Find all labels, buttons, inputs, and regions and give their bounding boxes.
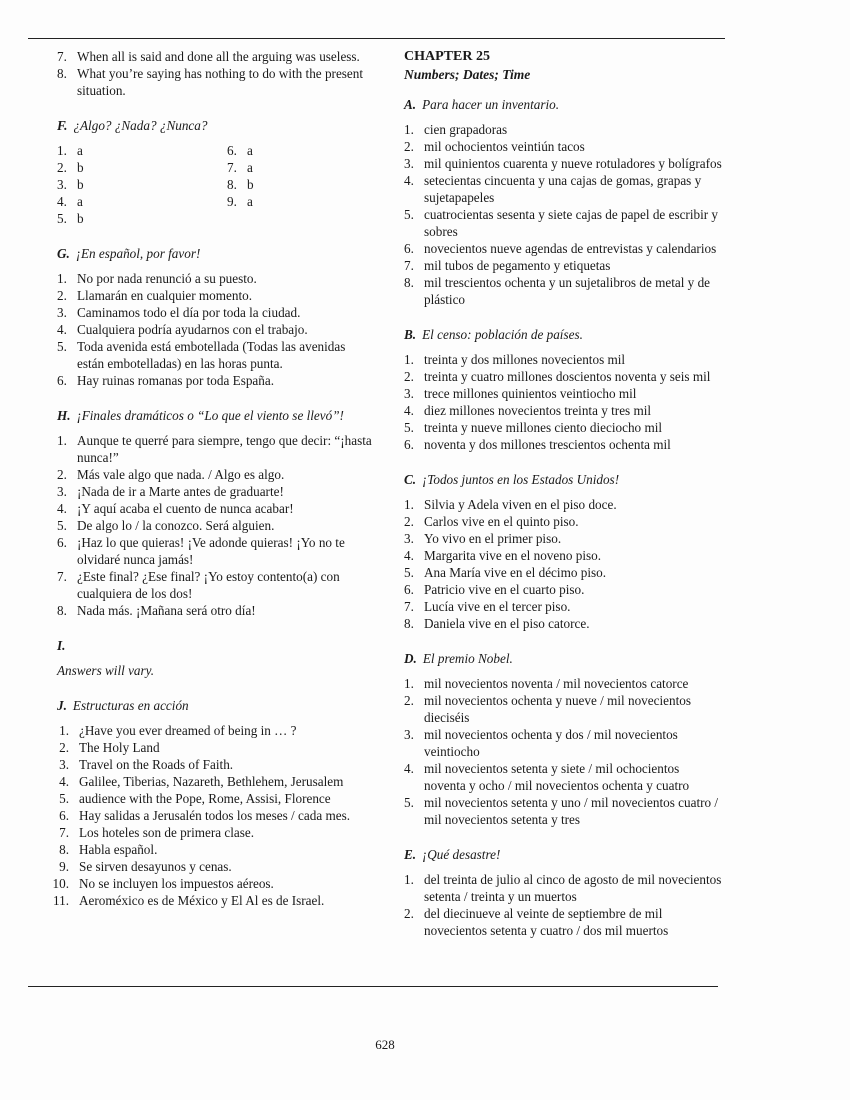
list-item: 2. mil ochocientos veintiún tacos <box>404 139 585 154</box>
list-item: 4. setecientas cincuenta y una cajas de gomas, grapas y sujetapapeles <box>404 173 702 205</box>
list-item: 2. Llamarán en cualquier momento. <box>57 288 253 303</box>
list-item: 11. Aeroméxico es de México y El Al es de Israel. <box>53 893 325 908</box>
list-b <box>404 351 724 453</box>
list-item: 1. Silvia y Adela viven en el piso doce. <box>404 497 617 512</box>
list-item: 2. treinta y cuatro millones doscientos noventa y seis mil <box>404 369 711 384</box>
list-item: 4. diez millones novecientos treinta y tres mil <box>404 403 652 418</box>
list-item: 2. del diecinueve al veinte de septiembre de mil novecientos setenta y cuatro / dos mil muertos <box>404 906 669 938</box>
list-item: 7. Los hoteles son de primera clase. <box>59 825 255 840</box>
section-heading-j: J. Estructuras en acción <box>57 698 189 713</box>
list-item: 8. mil trescientos ochenta y un sujetalibros de metal y de plástico <box>404 275 711 307</box>
answer-cell: 7. a <box>227 160 253 175</box>
list-item: 4. ¡Y aquí acaba el cuento de nunca acabar! <box>57 501 294 516</box>
answer-cell-empty <box>227 210 327 227</box>
list-item: 5. Toda avenida está embotellada (Todas las avenidas están embotelladas) en las horas punta. <box>57 339 346 371</box>
list-item: 7. ¿Este final? ¿Ese final? ¡Yo estoy contento(a) con cualquiera de los dos! <box>57 569 340 601</box>
list-item: 1. treinta y dos millones novecientos mil <box>404 352 626 367</box>
chapter-title: CHAPTER 25 <box>404 49 490 64</box>
section-heading-h: H. ¡Finales dramáticos o “Lo que el viento se llevó”! <box>57 408 344 423</box>
list-d <box>404 675 724 828</box>
list-item: 2. mil novecientos ochenta y nueve / mil novecientos dieciséis <box>404 693 691 725</box>
list-a <box>404 121 724 308</box>
list-item: 9. Se sirven desayunos y cenas. <box>59 859 232 874</box>
section-heading-f: F. ¿Algo? ¿Nada? ¿Nunca? <box>57 118 208 133</box>
list-item: 3. mil quinientos cuarenta y nueve rotuladores y bolígrafos <box>404 156 722 171</box>
list-item: 1. ¿Have you ever dreamed of being in … ? <box>59 723 297 738</box>
list-item: 6. novecientos nueve agendas de entrevistas y calendarios <box>404 241 717 256</box>
list-item: 5. treinta y nueve millones ciento dieciocho mil <box>404 420 663 435</box>
list-item: 7. mil tubos de pegamento y etiquetas <box>404 258 611 273</box>
list-item: 4. Galilee, Tiberias, Nazareth, Bethlehem, Jerusalem <box>59 774 344 789</box>
list-item: 3. mil novecientos ochenta y dos / mil novecientos veintiocho <box>404 727 678 759</box>
section-heading-a: A. Para hacer un inventario. <box>404 97 560 112</box>
list-item: 8. Nada más. ¡Mañana será otro día! <box>57 603 256 618</box>
list-item: 5. Ana María vive en el décimo piso. <box>404 565 607 580</box>
answer-cell: 3. b <box>57 177 84 192</box>
answer-cell: 8. b <box>227 177 254 192</box>
answer-cell: 1. a <box>57 143 83 158</box>
list-item: 3. trece millones quinientos veintiocho mil <box>404 386 637 401</box>
answer-grid-f <box>57 142 375 227</box>
section-heading-d: D. El premio Nobel. <box>404 651 513 666</box>
top-rule <box>28 38 725 39</box>
list-g <box>57 270 375 389</box>
chapter-subtitle: Numbers; Dates; Time <box>404 67 531 82</box>
answer-cell: 6. a <box>227 143 253 158</box>
list-item: 6. Patricio vive en el cuarto piso. <box>404 582 585 597</box>
list-item: 3. Yo vivo en el primer piso. <box>404 531 562 546</box>
list-item: 4. Margarita vive en el noveno piso. <box>404 548 602 563</box>
list-item: 5. De algo lo / la conozco. Será alguien. <box>57 518 275 533</box>
list-h <box>57 432 375 619</box>
answer-cell: 4. a <box>57 194 83 209</box>
list-item: 2. Carlos vive en el quinto piso. <box>404 514 579 529</box>
list-item: 1. del treinta de julio al cinco de agosto de mil novecientos setenta / treinta y un muertos <box>404 872 722 904</box>
left-column <box>52 48 375 909</box>
list-e <box>404 871 724 939</box>
list-item: 4. Cualquiera podría ayudarnos con el trabajo. <box>57 322 308 337</box>
list-item: 6. Hay salidas a Jerusalén todos los meses / cada mes. <box>59 808 351 823</box>
continued-list <box>57 48 375 99</box>
list-item: 6. ¡Haz lo que quieras! ¡Ve adonde quieras! ¡Yo no te olvidaré nunca jamás! <box>57 535 345 567</box>
list-item: 7. Lucía vive en el tercer piso. <box>404 599 571 614</box>
list-item: 8. Daniela vive en el piso catorce. <box>404 616 590 631</box>
list-item: 4. mil novecientos setenta y siete / mil ochocientos noventa y ocho / mil novecientos ochenta y cuatro <box>404 761 690 793</box>
answer-cell: 5. b <box>57 211 84 226</box>
list-item: 8. Habla español. <box>59 842 158 857</box>
bottom-rule <box>28 986 718 987</box>
list-item: 3. Caminamos todo el día por toda la ciudad. <box>57 305 301 320</box>
section-heading-g: G. ¡En español, por favor! <box>57 246 201 261</box>
list-item: 2. The Holy Land <box>59 740 160 755</box>
list-item: 5. mil novecientos setenta y uno / mil novecientos cuatro / mil novecientos setenta y tres <box>404 795 719 827</box>
list-item: 1. mil novecientos noventa / mil novecientos catorce <box>404 676 689 691</box>
list-item: 6. noventa y dos millones trescientos ochenta mil <box>404 437 671 452</box>
list-item: 5. audience with the Pope, Rome, Assisi, Florence <box>59 791 331 806</box>
list-item: 2. Más vale algo que nada. / Algo es algo. <box>57 467 285 482</box>
answer-cell: 2. b <box>57 160 84 175</box>
list-item: 6. Hay ruinas romanas por toda España. <box>57 373 275 388</box>
list-item: 1. cien grapadoras <box>404 122 508 137</box>
answer-cell: 9. a <box>227 194 253 209</box>
page-number: 628 <box>375 1037 395 1052</box>
list-item: 3. ¡Nada de ir a Marte antes de graduarte! <box>57 484 284 499</box>
list-c <box>404 496 724 632</box>
list-item: 1. No por nada renunció a su puesto. <box>57 271 257 286</box>
list-item: 7. When all is said and done all the arguing was useless. <box>57 49 360 64</box>
list-item: 10. No se incluyen los impuestos aéreos. <box>52 876 274 891</box>
list-item: 8. What you’re saying has nothing to do with the present situation. <box>57 66 364 98</box>
answers-vary-note: Answers will vary. <box>57 663 155 678</box>
list-item: 1. Aunque te querré para siempre, tengo que decir: “¡hasta nunca!” <box>57 433 372 465</box>
list-j <box>52 722 375 909</box>
section-heading-i: I. <box>57 638 66 653</box>
section-heading-c: C. ¡Todos juntos en los Estados Unidos! <box>404 472 620 487</box>
section-heading-e: E. ¡Qué desastre! <box>404 847 501 862</box>
list-item: 5. cuatrocientas sesenta y siete cajas de papel de escribir y sobres <box>404 207 719 239</box>
right-column <box>404 48 724 939</box>
section-heading-b: B. El censo: población de países. <box>404 327 583 342</box>
list-item: 3. Travel on the Roads of Faith. <box>59 757 234 772</box>
